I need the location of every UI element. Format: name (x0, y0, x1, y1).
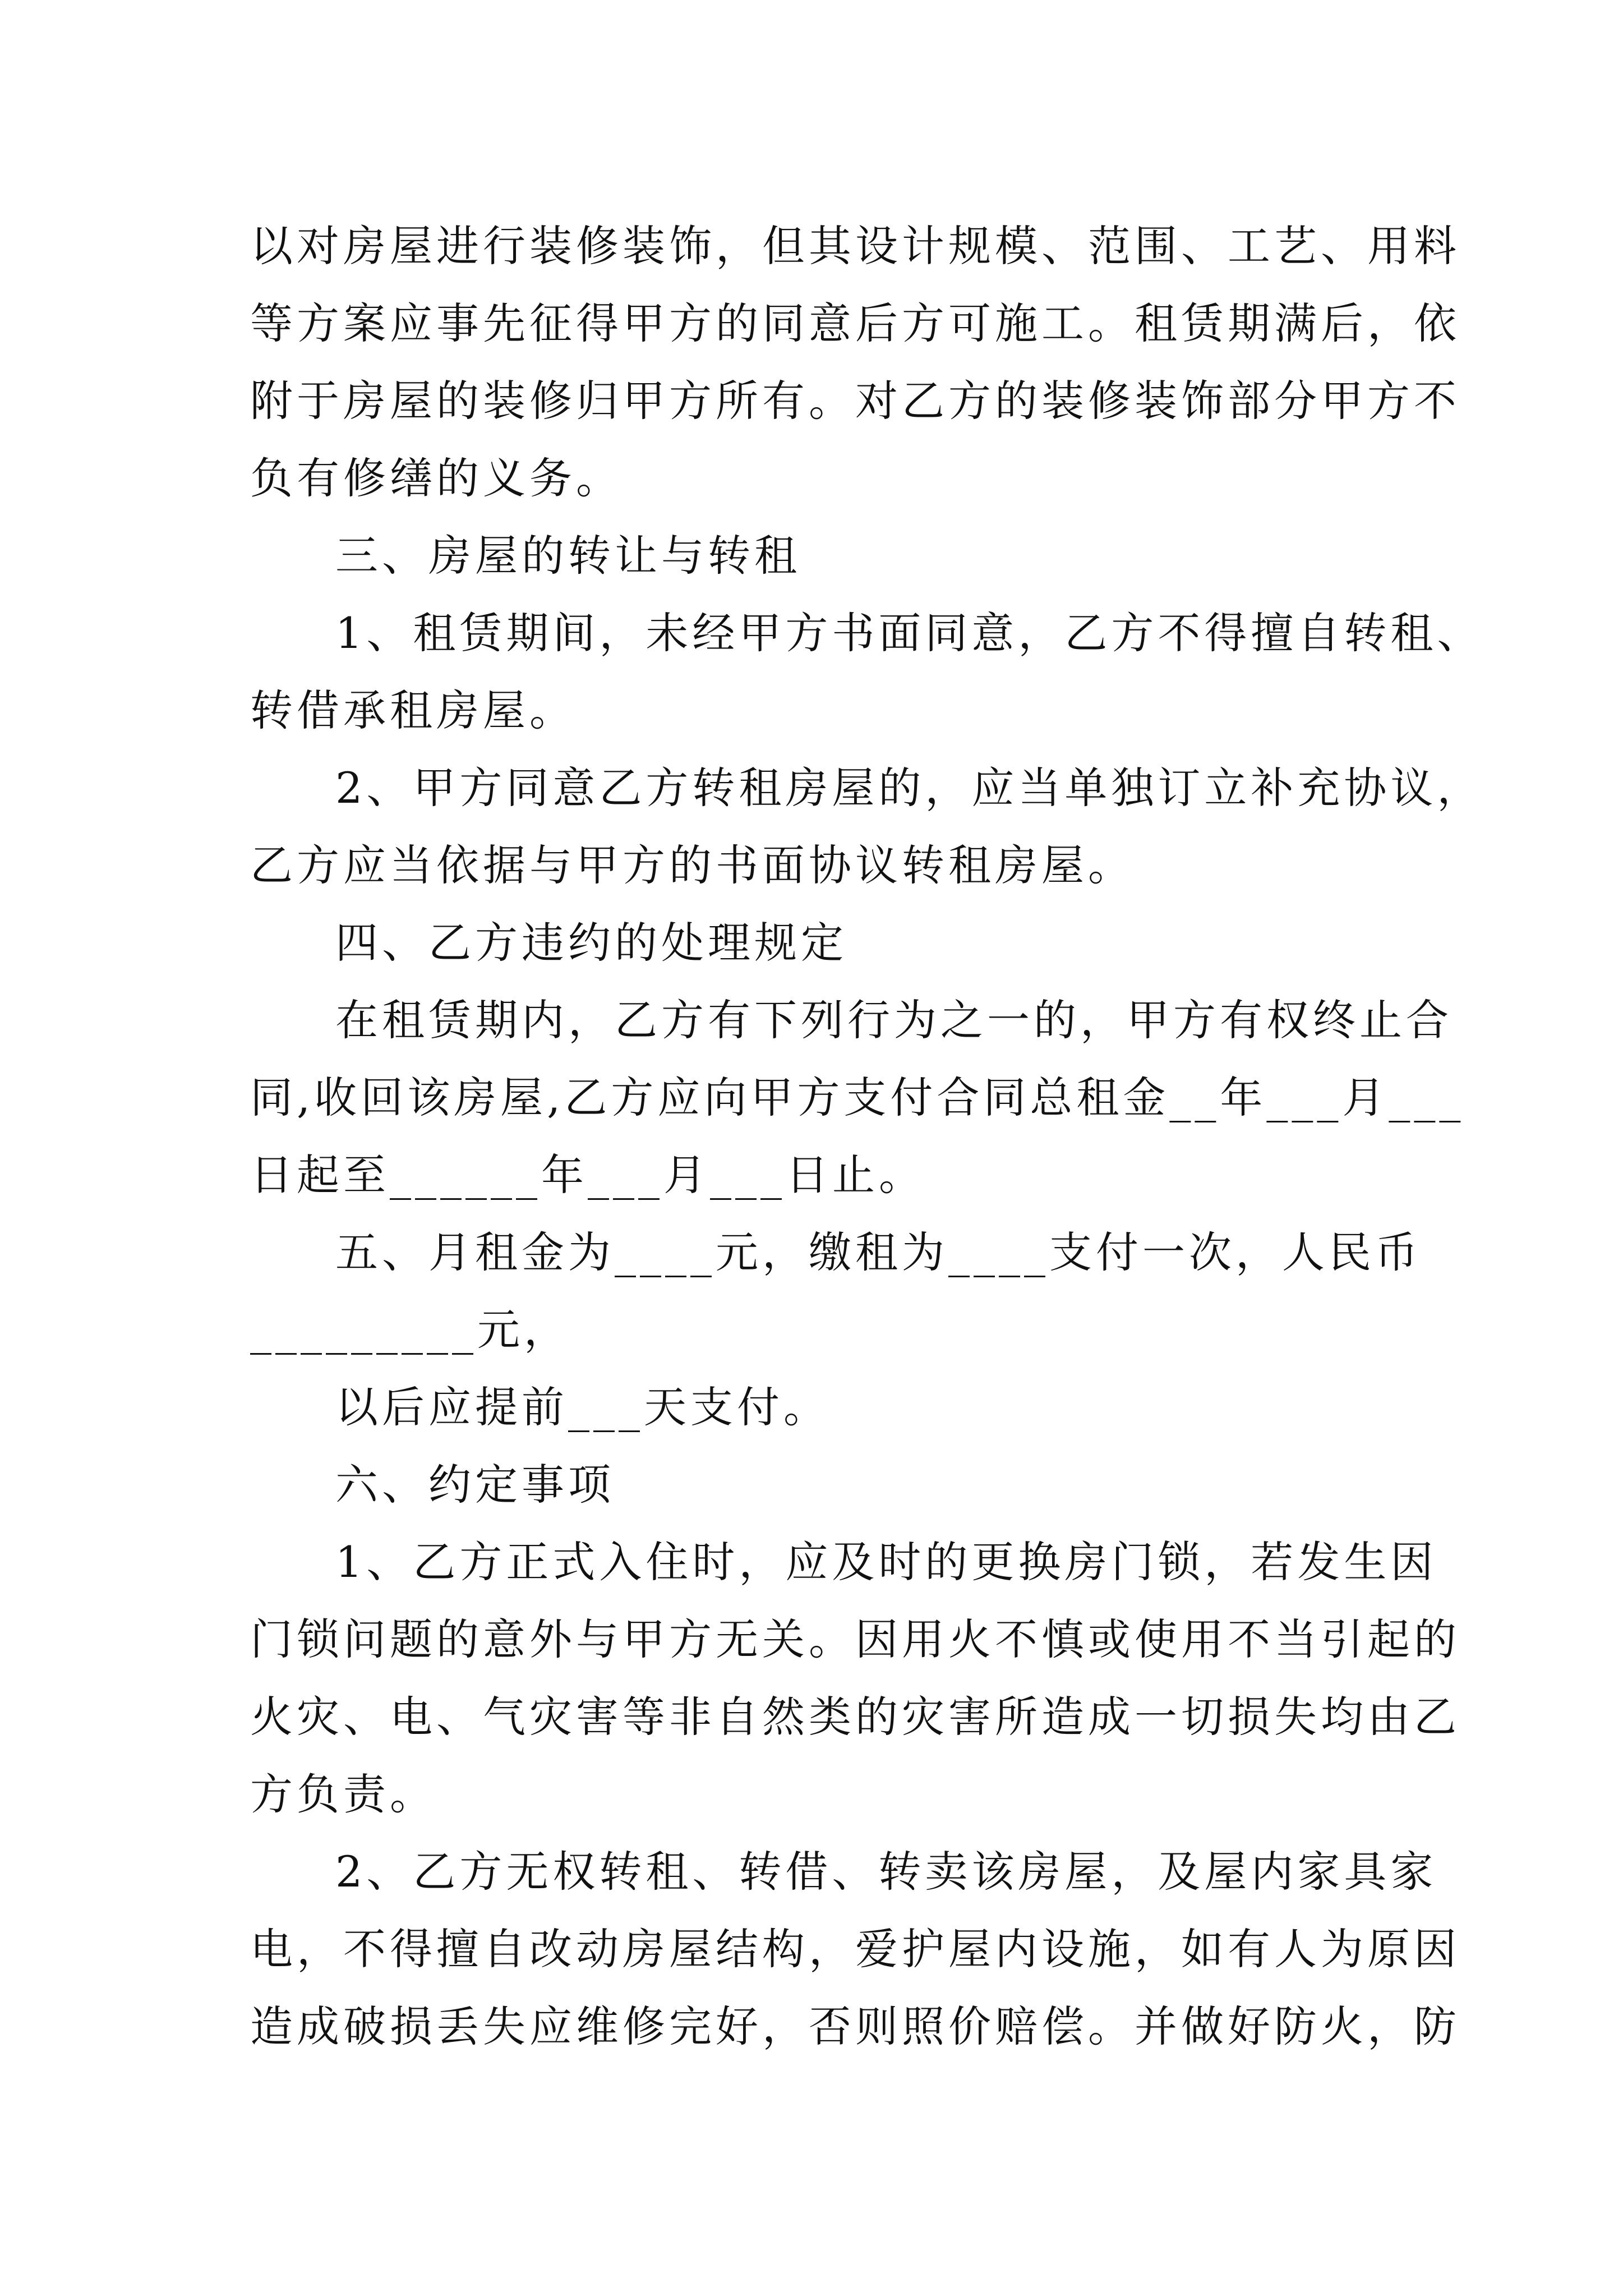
clause-line: 1、租赁期间，未经甲方书面同意，乙方不得擅自转租、 (335, 608, 1484, 658)
text-line: 附于房屋的装修归甲方所有。对乙方的装修装饰部分甲方不 (250, 376, 1460, 426)
text-line: 负有修缮的义务。 (250, 453, 623, 503)
text-line: 方负责。 (250, 1769, 436, 1819)
text-line: 转借承租房屋。 (250, 685, 576, 735)
clause-line: 在租赁期内，乙方有下列行为之一的，甲方有权终止合 (335, 995, 1453, 1045)
text-line: 造成破损丢失应维修完好，否则照价赔偿。并做好防火，防 (250, 2001, 1460, 2051)
clause-line: 以后应提前___天支付。 (335, 1382, 830, 1432)
text-line: 以对房屋进行装修装饰，但其设计规模、范围、工艺、用料 (250, 221, 1460, 271)
document-body (250, 208, 1484, 2065)
text-line: 门锁问题的意外与甲方无关。因用火不慎或使用不当引起的 (250, 1614, 1460, 1664)
text-line: 电，不得擅自改动房屋结构，爱护屋内设施，如有人为原因 (250, 1924, 1460, 1974)
text-line: 同,收回该房屋,乙方应向甲方支付合同总租金__年___月___ (250, 1073, 1465, 1122)
section-heading: 三、房屋的转让与转租 (335, 531, 801, 581)
clause-line: 1、乙方正式入住时，应及时的更换房门锁，若发生因 (335, 1537, 1437, 1587)
text-line: 乙方应当依据与甲方的书面协议转租房屋。 (250, 840, 1135, 890)
section-heading: 四、乙方违约的处理规定 (335, 918, 847, 968)
text-line: 等方案应事先征得甲方的同意后方可施工。租赁期满后，依 (250, 298, 1460, 348)
clause-line: 2、甲方同意乙方转租房屋的，应当单独订立补充协议， (335, 763, 1484, 813)
text-line: 火灾、电、气灾害等非自然类的灾害所造成一切损失均由乙 (250, 1692, 1460, 1742)
text-line: 日起至______年___月___日止。 (250, 1150, 925, 1200)
clause-line: 2、乙方无权转租、转借、转卖该房屋，及屋内家具家 (335, 1847, 1437, 1897)
text-line: _________元， (250, 1305, 570, 1355)
section-heading: 六、约定事项 (335, 1460, 615, 1510)
section-heading: 五、月租金为____元，缴租为____支付一次，人民币 (335, 1227, 1422, 1277)
